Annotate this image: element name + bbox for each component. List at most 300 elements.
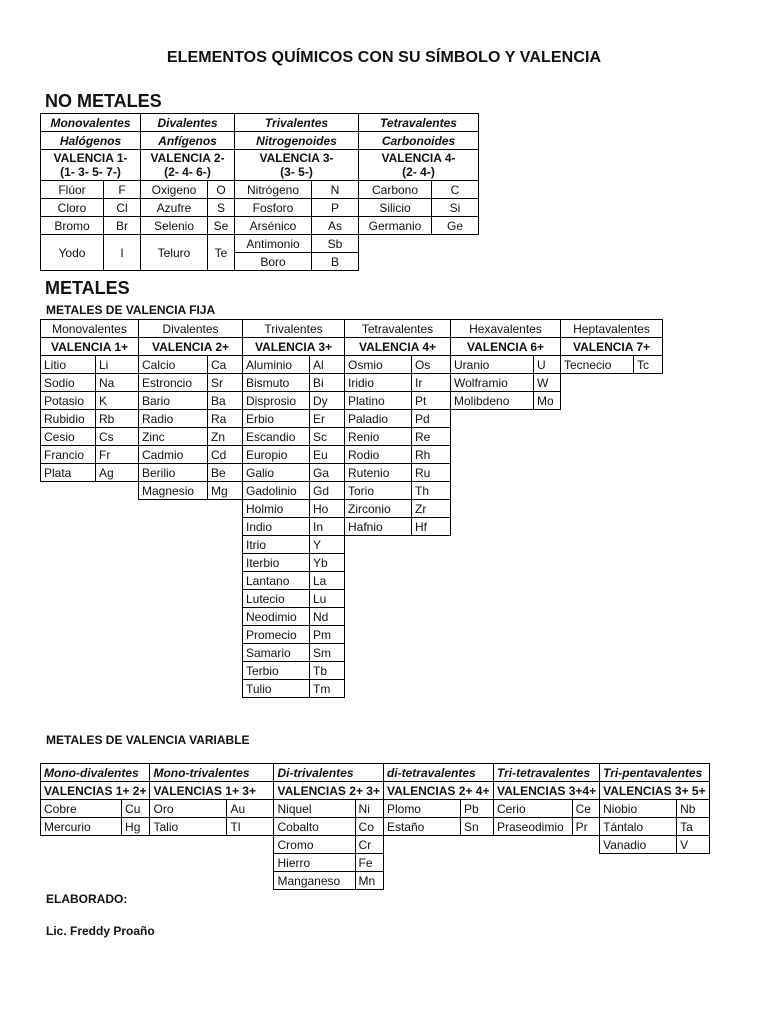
element-name: Lutecio xyxy=(243,590,310,608)
element-name: Tecnecio xyxy=(561,356,634,374)
table-row xyxy=(41,464,663,482)
group-name: Tri-tetravalentes xyxy=(493,764,599,782)
element-name: Zinc xyxy=(139,428,208,446)
table-row xyxy=(41,590,663,608)
group-name: di-tetravalentes xyxy=(383,764,493,782)
element-symbol: Sr xyxy=(208,374,243,392)
element-name: Cloro xyxy=(41,199,104,217)
element-symbol: Ce xyxy=(572,800,600,818)
element-name: Silicio xyxy=(359,199,432,217)
group-valencia: VALENCIA 6+ xyxy=(451,338,561,356)
element-symbol: Zr xyxy=(412,500,451,518)
empty-cell xyxy=(139,626,243,644)
element-symbol: Pm xyxy=(310,626,345,644)
element-symbol: Cr xyxy=(355,836,383,854)
element-name: Azufre xyxy=(141,199,208,217)
element-symbol: Pb xyxy=(460,800,493,818)
element-symbol: Cu xyxy=(122,800,150,818)
empty-cell xyxy=(451,500,561,518)
page-title: ELEMENTOS QUÍMICOS CON SU SÍMBOLO Y VALENCIA xyxy=(166,49,602,66)
element-symbol: Si xyxy=(432,199,479,217)
element-symbol: Ho xyxy=(310,500,345,518)
element-symbol: Tl xyxy=(227,818,274,836)
group-name: Tri-pentavalentes xyxy=(600,764,710,782)
element-symbol: N xyxy=(312,181,359,199)
header-row xyxy=(41,132,479,150)
element-symbol: Ba xyxy=(208,392,243,410)
empty-cell xyxy=(41,536,139,554)
empty-cell xyxy=(561,500,663,518)
valencia-detalle: (2- 4- 6-) xyxy=(164,165,211,179)
element-name: Plomo xyxy=(383,800,460,818)
empty-cell xyxy=(41,662,139,680)
element-name: Rubidio xyxy=(41,410,96,428)
element-symbol: Mo xyxy=(534,392,561,410)
element-name: Neodimio xyxy=(243,608,310,626)
empty-cell xyxy=(600,854,710,872)
table-row xyxy=(41,181,479,199)
empty-cell xyxy=(561,392,663,410)
element-name: Iridio xyxy=(345,374,412,392)
element-name: Cesio xyxy=(41,428,96,446)
element-symbol: Sb xyxy=(312,235,359,253)
element-name: Praseodimio xyxy=(493,818,572,836)
element-symbol: Pd xyxy=(412,410,451,428)
element-symbol: Hg xyxy=(122,818,150,836)
element-name: Boro xyxy=(235,253,312,271)
element-name: Francio xyxy=(41,446,96,464)
metales-heading: METALES xyxy=(45,278,130,298)
element-symbol: Zn xyxy=(208,428,243,446)
element-name: Escandio xyxy=(243,428,310,446)
element-name: Erbio xyxy=(243,410,310,428)
element-symbol: Bi xyxy=(310,374,345,392)
element-symbol: La xyxy=(310,572,345,590)
empty-cell xyxy=(345,590,451,608)
element-name: Calcio xyxy=(139,356,208,374)
element-symbol: Mn xyxy=(355,872,383,890)
elaborado-label: ELABORADO: xyxy=(46,892,128,906)
table-row xyxy=(41,374,663,392)
empty-cell xyxy=(561,374,663,392)
group-name: Trivalentes xyxy=(243,320,345,338)
table-row xyxy=(41,800,710,818)
group-name: Divalentes xyxy=(139,320,243,338)
element-symbol: P xyxy=(312,199,359,217)
empty-cell xyxy=(139,608,243,626)
element-symbol: Sm xyxy=(310,644,345,662)
table-row xyxy=(41,446,663,464)
empty-cell xyxy=(150,854,274,872)
valencia-detalle: (1- 3- 5- 7-) xyxy=(60,165,121,179)
empty-cell xyxy=(451,518,561,536)
table-row xyxy=(41,644,663,662)
element-symbol: Br xyxy=(104,217,141,235)
empty-cell xyxy=(600,872,710,890)
element-name: Estroncio xyxy=(139,374,208,392)
element-symbol: S xyxy=(208,199,235,217)
element-symbol: Fe xyxy=(355,854,383,872)
group-name: Monovalentes xyxy=(41,114,141,132)
empty-cell xyxy=(345,554,451,572)
group-valencia: VALENCIAS 2+ 4+ xyxy=(383,782,493,800)
empty-cell xyxy=(139,518,243,536)
empty-cell xyxy=(359,253,479,271)
element-name: Potasio xyxy=(41,392,96,410)
group-valencia: VALENCIAS 3+4+ xyxy=(493,782,599,800)
group-name: Mono-trivalentes xyxy=(150,764,274,782)
empty-cell xyxy=(493,836,599,854)
element-symbol: V xyxy=(677,836,710,854)
element-name: Rodio xyxy=(345,446,412,464)
element-name: Wolframio xyxy=(451,374,534,392)
empty-cell xyxy=(41,608,139,626)
element-name: Mercurio xyxy=(41,818,122,836)
element-symbol: Ag xyxy=(96,464,139,482)
element-name: Torio xyxy=(345,482,412,500)
table-row xyxy=(41,626,663,644)
empty-cell xyxy=(41,680,139,698)
group-valencia: VALENCIA 4+ xyxy=(345,338,451,356)
group-valencia: VALENCIAS 3+ 5+ xyxy=(600,782,710,800)
empty-cell xyxy=(451,644,561,662)
group-valencia xyxy=(41,150,141,181)
element-name: Molibdeno xyxy=(451,392,534,410)
empty-cell xyxy=(561,446,663,464)
element-name: Renio xyxy=(345,428,412,446)
empty-cell xyxy=(493,872,599,890)
element-name: Yodo xyxy=(41,235,104,271)
table-row xyxy=(41,356,663,374)
author-name: Lic. Freddy Proaño xyxy=(46,924,155,938)
empty-cell xyxy=(451,590,561,608)
group-name: Di-trivalentes xyxy=(274,764,383,782)
valencia-fija-heading: METALES DE VALENCIA FIJA xyxy=(46,303,216,317)
valencia-label: VALENCIA 1- xyxy=(53,151,128,165)
element-name: Rutenio xyxy=(345,464,412,482)
element-symbol: Re xyxy=(412,428,451,446)
empty-cell xyxy=(451,608,561,626)
element-symbol: Yb xyxy=(310,554,345,572)
element-symbol: Co xyxy=(355,818,383,836)
empty-cell xyxy=(383,872,493,890)
empty-cell xyxy=(41,482,139,500)
element-symbol: In xyxy=(310,518,345,536)
element-name: Aluminio xyxy=(243,356,310,374)
table-row xyxy=(41,554,663,572)
element-name: Manganeso xyxy=(274,872,355,890)
table-row xyxy=(41,854,710,872)
element-name: Flúor xyxy=(41,181,104,199)
group-name: Divalentes xyxy=(141,114,235,132)
table-row xyxy=(41,235,479,253)
empty-cell xyxy=(561,428,663,446)
element-name: Niobio xyxy=(600,800,677,818)
empty-cell xyxy=(41,518,139,536)
element-symbol: Ni xyxy=(355,800,383,818)
empty-cell xyxy=(139,644,243,662)
empty-cell xyxy=(139,536,243,554)
group-name: Tetravalentes xyxy=(345,320,451,338)
element-symbol: Fr xyxy=(96,446,139,464)
empty-cell xyxy=(345,626,451,644)
empty-cell xyxy=(561,482,663,500)
group-family: Nitrogenoides xyxy=(235,132,359,150)
no-metales-table xyxy=(40,113,479,271)
element-name: Terbio xyxy=(243,662,310,680)
empty-cell xyxy=(561,536,663,554)
element-symbol: Ta xyxy=(677,818,710,836)
group-valencia: VALENCIA 1+ xyxy=(41,338,139,356)
empty-cell xyxy=(41,872,150,890)
table-row xyxy=(41,608,663,626)
empty-cell xyxy=(451,482,561,500)
element-symbol: Os xyxy=(412,356,451,374)
element-name: Cobalto xyxy=(274,818,355,836)
table-row xyxy=(41,836,710,854)
element-name: Magnesio xyxy=(139,482,208,500)
element-name: Bario xyxy=(139,392,208,410)
empty-cell xyxy=(451,626,561,644)
empty-cell xyxy=(383,836,493,854)
empty-cell xyxy=(451,572,561,590)
element-symbol: Pt xyxy=(412,392,451,410)
element-symbol: C xyxy=(432,181,479,199)
table-row xyxy=(41,872,710,890)
element-symbol: As xyxy=(312,217,359,235)
no-metales-table-wrap xyxy=(40,113,479,271)
element-name: Estaño xyxy=(383,818,460,836)
element-symbol: Se xyxy=(208,217,235,235)
group-name: Monovalentes xyxy=(41,320,139,338)
table-row xyxy=(41,518,663,536)
element-symbol: Th xyxy=(412,482,451,500)
element-name: Germanio xyxy=(359,217,432,235)
element-name: Oxigeno xyxy=(141,181,208,199)
element-symbol: B xyxy=(312,253,359,271)
header-row xyxy=(41,338,663,356)
empty-cell xyxy=(41,572,139,590)
element-symbol: Hf xyxy=(412,518,451,536)
empty-cell xyxy=(345,644,451,662)
element-symbol: Cl xyxy=(104,199,141,217)
element-symbol: Mg xyxy=(208,482,243,500)
element-name: Itrio xyxy=(243,536,310,554)
empty-cell xyxy=(561,662,663,680)
header-row xyxy=(41,764,710,782)
element-name: Indio xyxy=(243,518,310,536)
empty-cell xyxy=(139,554,243,572)
element-name: Tántalo xyxy=(600,818,677,836)
group-valencia xyxy=(141,150,235,181)
element-symbol: Sc xyxy=(310,428,345,446)
element-name: Cromo xyxy=(274,836,355,854)
element-symbol: F xyxy=(104,181,141,199)
header-row xyxy=(41,782,710,800)
element-symbol: Cs xyxy=(96,428,139,446)
element-symbol: W xyxy=(534,374,561,392)
empty-cell xyxy=(41,590,139,608)
element-symbol: Li xyxy=(96,356,139,374)
element-name: Cerio xyxy=(493,800,572,818)
group-name: Mono-divalentes xyxy=(41,764,150,782)
element-name: Litio xyxy=(41,356,96,374)
empty-cell xyxy=(451,554,561,572)
empty-cell xyxy=(561,644,663,662)
empty-cell xyxy=(150,836,274,854)
element-symbol: Y xyxy=(310,536,345,554)
element-name: Lantano xyxy=(243,572,310,590)
element-symbol: K xyxy=(96,392,139,410)
element-name: Europio xyxy=(243,446,310,464)
empty-cell xyxy=(139,590,243,608)
element-symbol: I xyxy=(104,235,141,271)
empty-cell xyxy=(451,410,561,428)
table-row xyxy=(41,428,663,446)
element-name: Hafnio xyxy=(345,518,412,536)
empty-cell xyxy=(345,608,451,626)
empty-cell xyxy=(41,644,139,662)
group-valencia: VALENCIA 3+ xyxy=(243,338,345,356)
table-row xyxy=(41,410,663,428)
empty-cell xyxy=(41,554,139,572)
empty-cell xyxy=(150,872,274,890)
empty-cell xyxy=(345,536,451,554)
empty-cell xyxy=(383,854,493,872)
table-row xyxy=(41,217,479,235)
element-name: Promecio xyxy=(243,626,310,644)
empty-cell xyxy=(139,572,243,590)
valencia-detalle: (2- 4-) xyxy=(402,165,435,179)
element-name: Radio xyxy=(139,410,208,428)
empty-cell xyxy=(561,626,663,644)
header-row xyxy=(41,114,479,132)
empty-cell xyxy=(451,680,561,698)
element-symbol: Ga xyxy=(310,464,345,482)
empty-cell xyxy=(561,590,663,608)
group-name: Heptavalentes xyxy=(561,320,663,338)
element-symbol: Eu xyxy=(310,446,345,464)
empty-cell xyxy=(561,410,663,428)
table-row xyxy=(41,572,663,590)
valencia-label: VALENCIA 2- xyxy=(150,151,225,165)
element-name: Cadmio xyxy=(139,446,208,464)
element-symbol: Ir xyxy=(412,374,451,392)
empty-cell xyxy=(561,518,663,536)
element-symbol: Gd xyxy=(310,482,345,500)
element-symbol: Pr xyxy=(572,818,600,836)
element-name: Zirconio xyxy=(345,500,412,518)
element-name: Selenio xyxy=(141,217,208,235)
element-name: Carbono xyxy=(359,181,432,199)
empty-cell xyxy=(561,554,663,572)
element-symbol: Au xyxy=(227,800,274,818)
valencia-variable-table xyxy=(40,763,710,890)
valencia-detalle: (3- 5-) xyxy=(280,165,313,179)
empty-cell xyxy=(451,428,561,446)
valencia-variable-heading: METALES DE VALENCIA VARIABLE xyxy=(46,733,250,747)
table-row xyxy=(41,482,663,500)
group-valencia: VALENCIAS 1+ 2+ xyxy=(41,782,150,800)
element-symbol: Tc xyxy=(634,356,663,374)
element-symbol: Er xyxy=(310,410,345,428)
valencia-label: VALENCIA 3- xyxy=(259,151,334,165)
element-name: Sodio xyxy=(41,374,96,392)
element-symbol: O xyxy=(208,181,235,199)
empty-cell xyxy=(41,836,150,854)
element-symbol: Al xyxy=(310,356,345,374)
empty-cell xyxy=(359,235,479,253)
valencia-label: VALENCIA 4- xyxy=(381,151,456,165)
element-symbol: Tb xyxy=(310,662,345,680)
element-name: Holmio xyxy=(243,500,310,518)
element-name: Gadolinio xyxy=(243,482,310,500)
table-row xyxy=(41,392,663,410)
element-name: Arsénico xyxy=(235,217,312,235)
element-symbol: Nb xyxy=(677,800,710,818)
header-row xyxy=(41,150,479,181)
element-name: Paladio xyxy=(345,410,412,428)
element-name: Vanadio xyxy=(600,836,677,854)
empty-cell xyxy=(493,854,599,872)
table-row xyxy=(41,199,479,217)
empty-cell xyxy=(451,464,561,482)
empty-cell xyxy=(139,500,243,518)
group-family: Carbonoides xyxy=(359,132,479,150)
empty-cell xyxy=(345,572,451,590)
empty-cell xyxy=(139,680,243,698)
empty-cell xyxy=(345,680,451,698)
empty-cell xyxy=(561,608,663,626)
element-symbol: Ge xyxy=(432,217,479,235)
element-symbol: Na xyxy=(96,374,139,392)
element-symbol: Ca xyxy=(208,356,243,374)
group-valencia: VALENCIAS 1+ 3+ xyxy=(150,782,274,800)
table-row xyxy=(41,536,663,554)
element-name: Antimonio xyxy=(235,235,312,253)
element-name: Plata xyxy=(41,464,96,482)
element-symbol: Rh xyxy=(412,446,451,464)
header-row xyxy=(41,320,663,338)
table-row xyxy=(41,818,710,836)
element-symbol: Cd xyxy=(208,446,243,464)
empty-cell xyxy=(345,662,451,680)
group-valencia xyxy=(235,150,359,181)
element-symbol: Lu xyxy=(310,590,345,608)
valencia-fija-table xyxy=(40,319,663,698)
element-name: Cobre xyxy=(41,800,122,818)
element-name: Iterbio xyxy=(243,554,310,572)
element-name: Hierro xyxy=(274,854,355,872)
empty-cell xyxy=(561,572,663,590)
element-name: Nitrógeno xyxy=(235,181,312,199)
valencia-fija-table-wrap xyxy=(40,319,663,698)
group-valencia: VALENCIA 7+ xyxy=(561,338,663,356)
element-name: Oro xyxy=(150,800,227,818)
element-name: Fosforo xyxy=(235,199,312,217)
empty-cell xyxy=(139,662,243,680)
group-name: Tetravalentes xyxy=(359,114,479,132)
empty-cell xyxy=(451,662,561,680)
empty-cell xyxy=(561,464,663,482)
group-valencia: VALENCIAS 2+ 3+ xyxy=(274,782,383,800)
element-name: Talio xyxy=(150,818,227,836)
element-name: Teluro xyxy=(141,235,208,271)
element-symbol: Dy xyxy=(310,392,345,410)
empty-cell xyxy=(451,446,561,464)
element-symbol: Te xyxy=(208,235,235,271)
element-name: Uranio xyxy=(451,356,534,374)
